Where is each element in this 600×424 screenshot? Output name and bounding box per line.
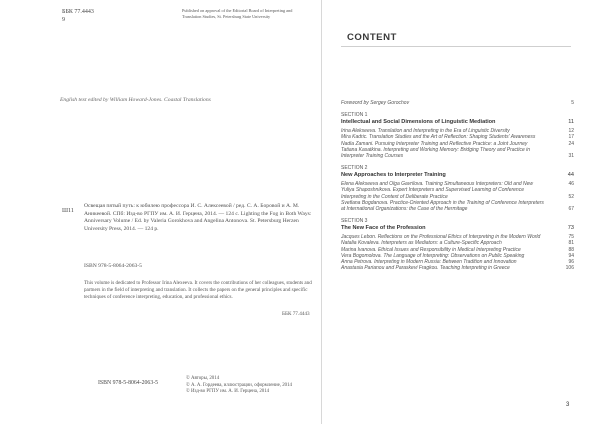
- isbn-line: ISBN 978-5-8064-2063-5: [84, 263, 142, 269]
- isbn-bottom: ISBN 978-5-8064-2063-5: [98, 380, 159, 386]
- copyright-line: © Изд-во РГПУ им. А. И. Герцена, 2014: [186, 389, 270, 395]
- toc-entry-page: 17: [568, 134, 574, 141]
- content-title: CONTENT: [347, 32, 397, 43]
- bibliographic-entry: Освещая пятый путь: к юбилею профессора И. С. Алексеевой / ред. С. А. Боровой и А. М. Аникеевой. СПб: Изд-во РГПУ им. А. И. Герцена, 2014. — 124 с. Lighting the Fog in Both Ways: Anniversary Volume / Ed. by Valeria Gorokhova and Angelina Antonova. St. Petersburg Herzen University Press, 2014. — 124 p.: [84, 203, 312, 232]
- toc-entry-page: 46: [568, 181, 574, 188]
- table-of-contents: [341, 100, 574, 271]
- toc-entry-page: 75: [568, 234, 574, 241]
- toc-entry-title: Nadia Zamani. Pursuing Interpreter Training and Reflective Practice: a Joint Journey: [341, 140, 528, 147]
- toc-preface[interactable]: [341, 100, 574, 106]
- toc-entry-title: Vera Bogomolova. The Language of Interpreting: Observations on Public Speaking: [341, 252, 525, 259]
- section-heading-page: 44: [567, 171, 574, 178]
- toc-entry-page: 31: [568, 153, 574, 160]
- toc-entry-page: 24: [568, 140, 574, 147]
- toc-entry-page: 96: [568, 259, 574, 266]
- toc-entry-title: Natalia Kovaleva. Interpreters as Mediators: a Culture-Specific Approach: [341, 240, 502, 247]
- toc-entry[interactable]: [341, 147, 574, 159]
- toc-entry-page: 94: [568, 252, 574, 259]
- toc-entry-title: Tatiana Kasatkina. Interpreting and Working Memory: Bridging Theory and Practice in Interpreter Training Courses: [341, 146, 531, 160]
- toc-entry-page: 67: [568, 206, 574, 213]
- section-label: SECTION 2: [341, 165, 368, 172]
- copyright-line: © А. А. Гордеева, иллюстрации, оформление, 2014: [186, 382, 293, 388]
- toc-entry-title: Anna Petrova. Interpreting in Modern Russia: Between Tradition and Innovation: [341, 259, 517, 266]
- editor-note: English text edited by William Howard-Jones. Coastal Translations: [60, 97, 211, 103]
- toc-entry-title: Marina Ivanova. Ethical Issues and Responsibility in Medical Interpreting Practice: [341, 246, 521, 253]
- toc-entry-title: Yuliya Shaposhnikova. Expert Interpreters and Supervised Learning of Conference Interpreting in the Context of Deliberate Practice: [341, 187, 524, 200]
- udk-code-top: 9: [62, 17, 65, 23]
- section-label: SECTION 3: [341, 218, 368, 225]
- annotation: This volume is dedicated to Professor Irina Alexeeva. It covers the contributions of her colleagues, students and partners in the field of interpreting and translation. It collects the papers on the general principles and specific techniques of conference interpreting, education, and professional ethics.: [84, 280, 312, 300]
- toc-entry-page: 52: [568, 193, 574, 200]
- toc-entry-title: Elena Alekseeva and Olga Gavrilova. Training Simultaneous Interpreters: Old and New: [341, 181, 534, 188]
- publication-note: Published on approval of the Editorial Board of Interpreting and Translation Studies, St. Petersburg State University: [182, 8, 293, 19]
- section-heading-text: Intellectual and Social Dimensions of Linguistic Mediation: [341, 118, 496, 125]
- section-heading[interactable]: [341, 225, 574, 232]
- copyright-line: © Авторы, 2014: [186, 376, 220, 381]
- section-heading-text: The New Face of the Profession: [341, 224, 426, 231]
- title-rule: [341, 46, 571, 47]
- bbk-code-top: ББК 77.4443: [62, 9, 94, 15]
- classification-codes: [62, 8, 94, 24]
- toc-entry[interactable]: [341, 187, 574, 199]
- toc-entry[interactable]: [341, 265, 574, 271]
- section-heading-page: 73: [567, 224, 574, 231]
- bbk-code: ББК 77.4443: [282, 311, 310, 317]
- section-heading[interactable]: [341, 119, 574, 126]
- toc-entry-title: Irina Alekseeva. Translation and Interpreting in the Era of Linguistic Diversity: [341, 128, 510, 135]
- toc-entry-page: 81: [568, 240, 574, 247]
- copyright-block: [186, 376, 318, 396]
- udk-code: Ш11: [62, 208, 74, 214]
- toc-entry-title: Foreword by Sergey Gorochov: [341, 100, 410, 106]
- toc-entry-title: Svetlana Bogdanova. Practice-Oriented Approach in the Training of Conference Interpreters at International Organizations: the Case of the Hermitage: [341, 199, 544, 213]
- section-label: SECTION 1: [341, 112, 368, 119]
- toc-entry-title: Anastasia Parianou and Paraskevi Fragkou. Teaching Interpreting in Greece: [341, 265, 510, 272]
- page-fold-divider: [321, 0, 322, 424]
- toc-entry-page: 5: [571, 100, 574, 106]
- toc-entry[interactable]: [341, 200, 574, 212]
- section-heading[interactable]: [341, 172, 574, 179]
- toc-entry-page: 106: [565, 265, 574, 272]
- toc-entry-page: 88: [568, 246, 574, 253]
- section-heading-page: 11: [568, 118, 574, 125]
- toc-entry-title: Mira Kadric. Translation Studies and the Art of Reflection: Shaping Students' Awareness: [341, 134, 536, 141]
- page-number: 3: [566, 402, 570, 408]
- toc-entry-title: Jacques Lebon. Reflections on the Professional Ethics of Interpreting in the Modern World: [341, 234, 541, 241]
- toc-entry-page: 12: [568, 128, 574, 135]
- section-heading-text: New Approaches to Interpreter Training: [341, 171, 446, 178]
